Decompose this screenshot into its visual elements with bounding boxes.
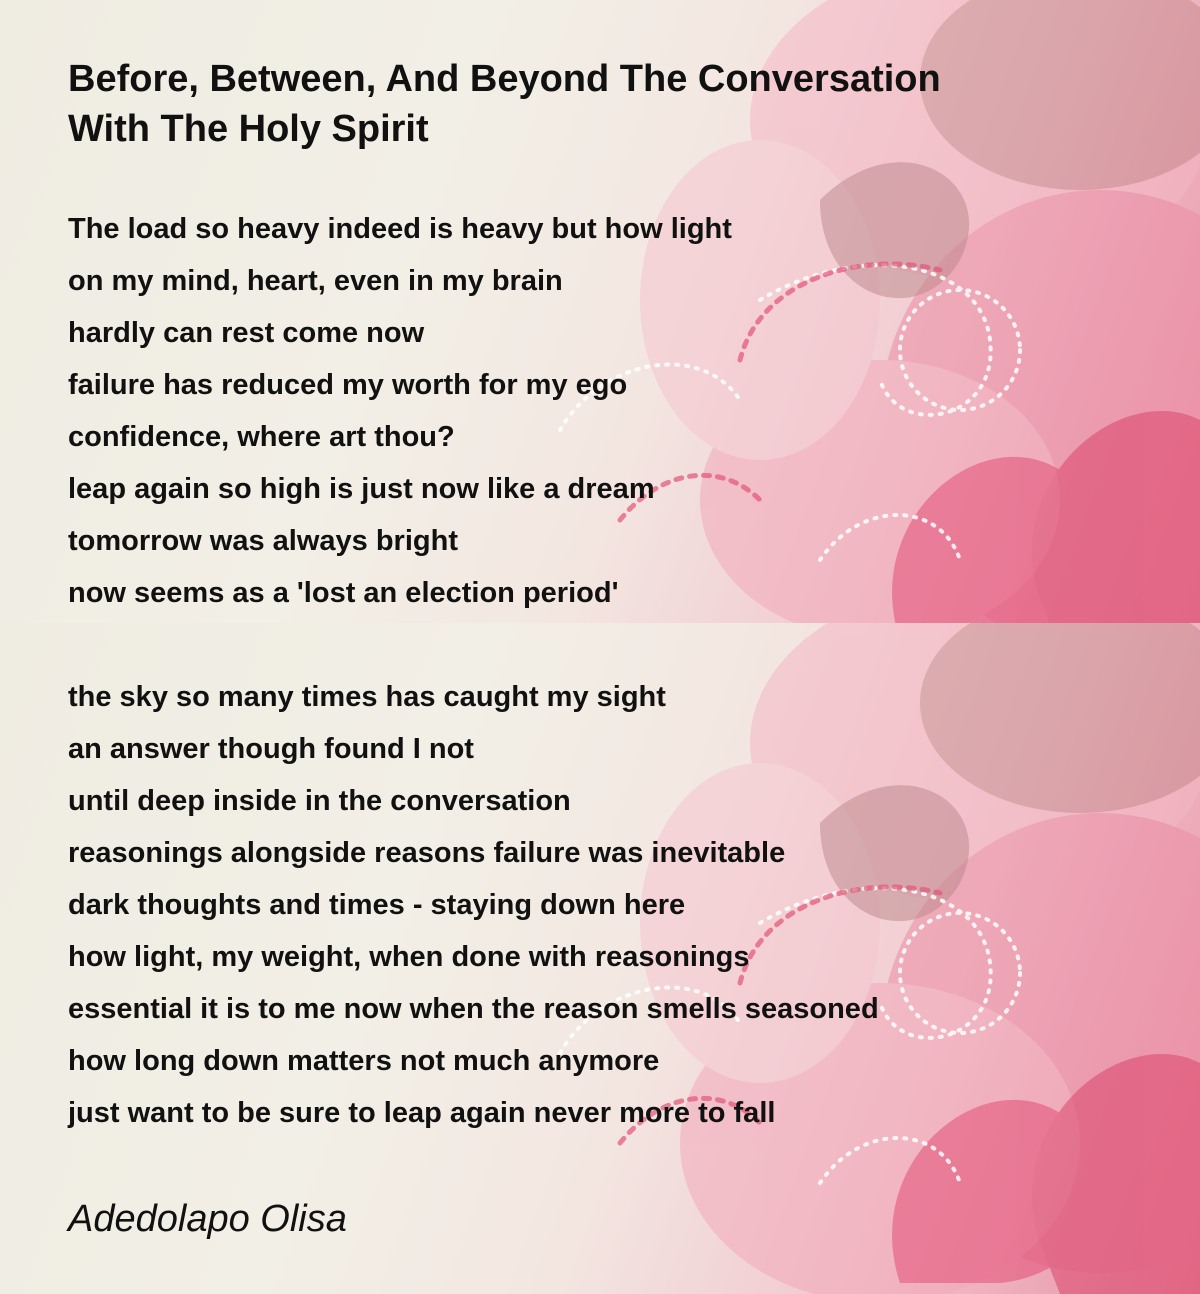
poem-title-line: Before, Between, And Beyond The Conversation [68, 58, 941, 100]
poem-line: now seems as a 'lost an election period' [68, 577, 619, 609]
poem-line: how light, my weight, when done with reasonings [68, 941, 750, 973]
poem-line: dark thoughts and times - staying down here [68, 889, 686, 921]
poem-line: how long down matters not much anymore [68, 1045, 660, 1077]
poem-line: hardly can rest come now [68, 317, 425, 349]
poem-line: an answer though found I not [68, 733, 474, 765]
poem-line: until deep inside in the conversation [68, 785, 571, 817]
poem-line: The load so heavy indeed is heavy but how light [68, 213, 732, 245]
poem-line: tomorrow was always bright [68, 525, 458, 557]
poem-title [68, 54, 1128, 154]
stanza-1 [68, 203, 1128, 619]
stanza-2 [68, 671, 1128, 1139]
poem-line: the sky so many times has caught my sight [68, 681, 666, 713]
poem-line: just want to be sure to leap again never more to fall [68, 1097, 776, 1129]
poem-line: on my mind, heart, even in my brain [68, 265, 563, 297]
poem-title-line: With The Holy Spirit [68, 108, 429, 150]
poem-line: essential it is to me now when the reason smells seasoned [68, 993, 879, 1025]
poem-line: failure has reduced my worth for my ego [68, 369, 628, 401]
poem-line: leap again so high is just now like a dream [68, 473, 655, 505]
poem-line: confidence, where art thou? [68, 421, 455, 453]
poem-author: Adedolapo Olisa [68, 1198, 347, 1240]
poem-line: reasonings alongside reasons failure was inevitable [68, 837, 786, 869]
